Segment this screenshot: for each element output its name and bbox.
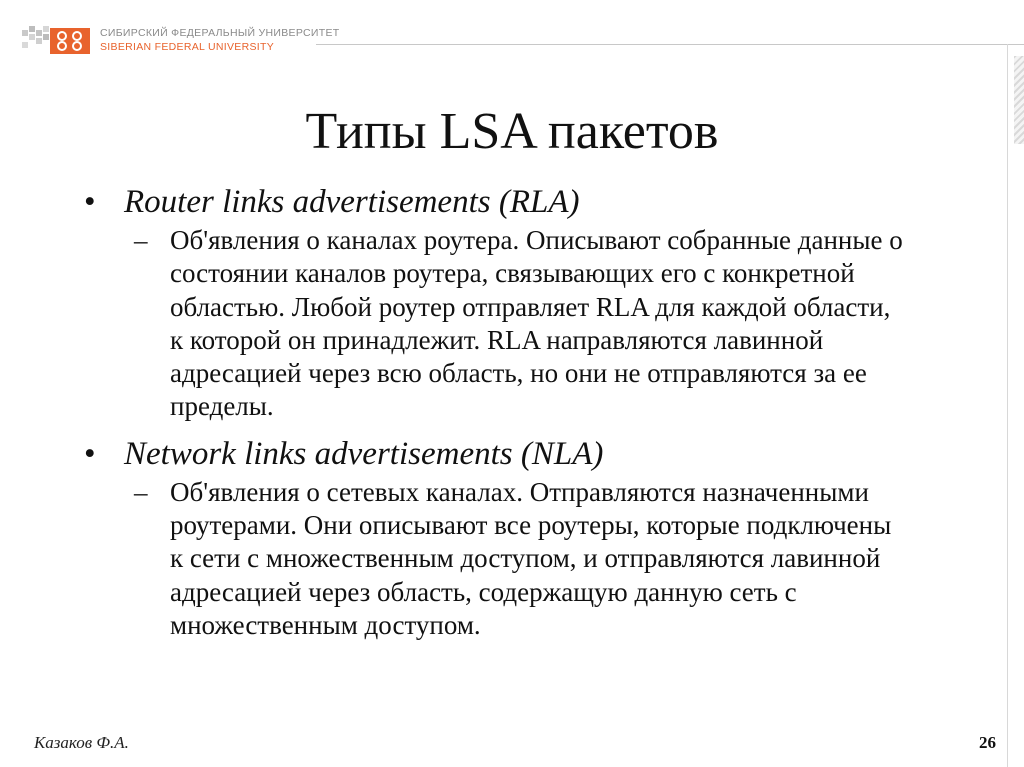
sub-item-text: Об'явления о сетевых каналах. Отправляются назначенными роутерами. Они описывают все роутеры, которые подключены к сети с множественным доступом, и отправляются лавинной адресацией через область, содержащую данную сеть с множественным доступом. — [170, 476, 892, 640]
university-logo — [22, 24, 340, 58]
slide-title: Типы LSA пакетов — [305, 102, 719, 160]
bullet-item-rla — [84, 182, 944, 222]
page-number: 26 — [979, 733, 996, 752]
header-divider — [316, 44, 1024, 45]
bullet-text: Network links advertisements (NLA) — [124, 435, 604, 472]
bullet-item-nla — [84, 434, 944, 474]
sub-bullet-marker: – — [134, 225, 148, 255]
footer-author: Казаков Ф.А. — [34, 733, 129, 752]
logo-text-russian: СИБИРСКИЙ ФЕДЕРАЛЬНЫЙ УНИВЕРСИТЕТ — [100, 27, 340, 39]
university-emblem-icon — [22, 24, 92, 56]
sub-item-rla — [134, 224, 944, 424]
bullet-marker: • — [84, 184, 96, 220]
bullet-marker: • — [84, 435, 96, 472]
bullet-text: Router links advertisements (RLA) — [124, 184, 580, 220]
sub-bullet-marker: – — [134, 476, 148, 507]
sub-item-text: Об'явления о каналах роутера. Описывают собранные данные о состоянии каналов роутера, связывающих его с конкретной областью. Любой роутер отправляет RLA для каждой области, к которой он принадлежит. RLA направляются лавинной адресацией через всю область, но они не отправляются за ее пределы. — [170, 225, 903, 422]
sub-item-nla — [134, 476, 944, 642]
slide-content — [84, 182, 944, 652]
logo-text-english: SIBERIAN FEDERAL UNIVERSITY — [100, 41, 274, 53]
